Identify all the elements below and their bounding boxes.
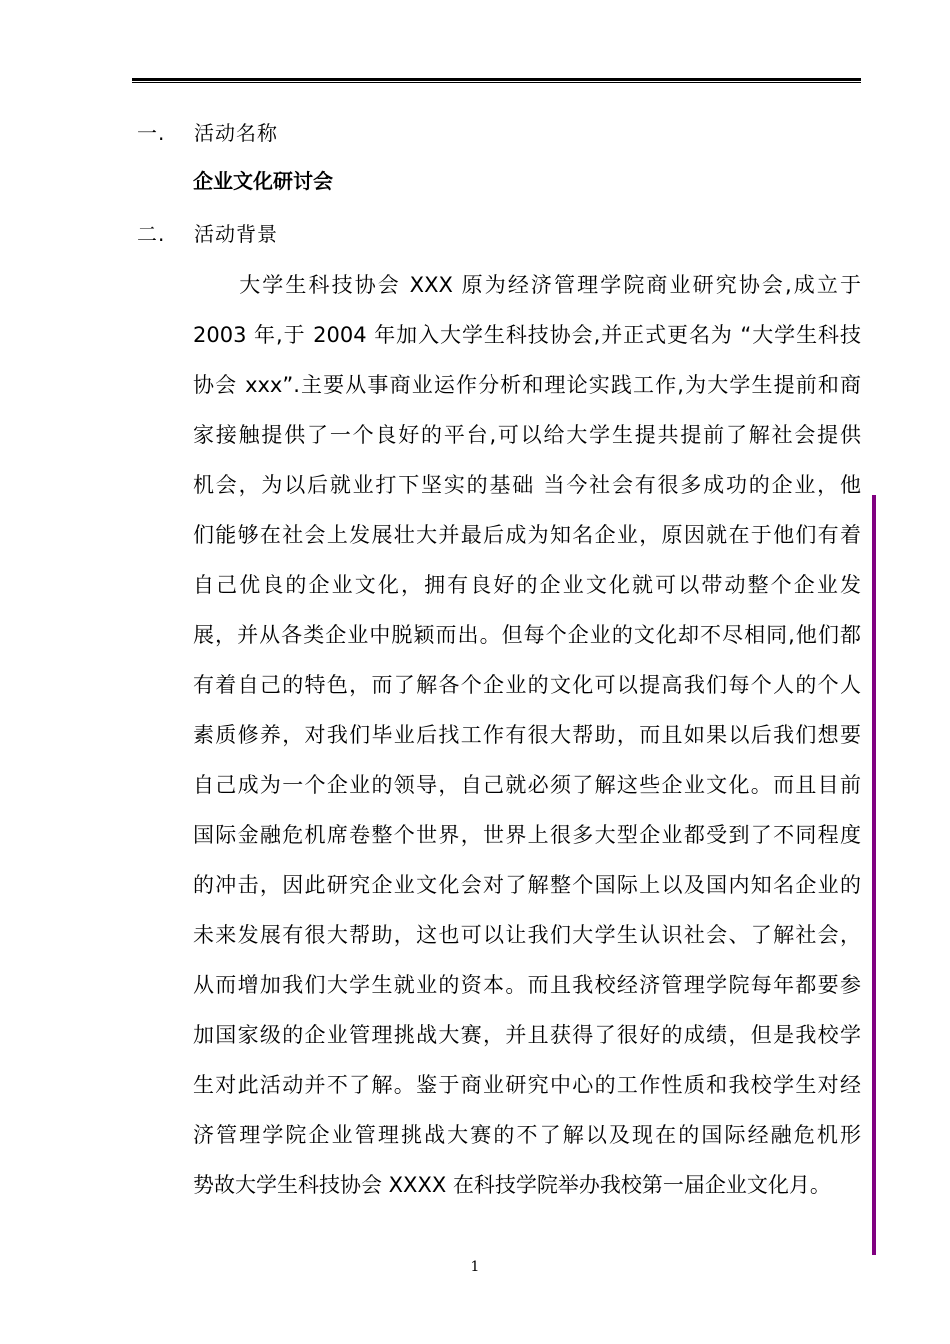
paragraph-line: 们能够在社会上发展壮大并最后成为知名企业，原因就在于他们有着	[193, 523, 861, 547]
paragraph-line: 自己成为一个企业的领导，自己就必须了解这些企业文化。而且目前	[193, 773, 861, 797]
background-paragraph	[193, 260, 861, 1210]
paragraph-line: 未来发展有很大帮助，这也可以让我们大学生认识社会、了解社会，	[193, 923, 861, 947]
margin-side-bar	[872, 495, 876, 1255]
paragraph-line: 展，并从各类企业中脱颖而出。但每个企业的文化却不尽相同,他们都	[193, 623, 861, 647]
paragraph-line: 从而增加我们大学生就业的资本。而且我校经济管理学院每年都要参	[193, 973, 861, 997]
activity-name: 企业文化研讨会	[193, 169, 333, 193]
paragraph-line: 协会 xxx”.主要从事商业运作分析和理论实践工作,为大学生提前和商	[193, 373, 861, 397]
paragraph-line: 国际金融危机席卷整个世界，世界上很多大型企业都受到了不同程度	[193, 823, 861, 847]
section-title-2: 活动背景	[194, 222, 278, 246]
section-number-2: 二.	[137, 222, 166, 246]
paragraph-line: 机会，为以后就业打下坚实的基础 当今社会有很多成功的企业，他	[193, 473, 861, 497]
paragraph-line: 家接触提供了一个良好的平台,可以给大学生提共提前了解社会提供	[193, 423, 861, 447]
paragraph-line: 自己优良的企业文化，拥有良好的企业文化就可以带动整个企业发	[193, 573, 861, 597]
paragraph-line: 势故大学生科技协会 XXXX 在科技学院举办我校第一届企业文化月。	[193, 1173, 831, 1197]
paragraph-line: 生对此活动并不了解。鉴于商业研究中心的工作性质和我校学生对经	[193, 1073, 861, 1097]
paragraph-line: 有着自己的特色，而了解各个企业的文化可以提高我们每个人的个人	[193, 673, 861, 697]
paragraph-line: 大学生科技协会 XXX 原为经济管理学院商业研究协会,成立于	[193, 273, 861, 297]
paragraph-line: 加国家级的企业管理挑战大赛，并且获得了很好的成绩，但是我校学	[193, 1023, 861, 1047]
section-heading-2	[137, 219, 278, 249]
paragraph-line: 素质修养，对我们毕业后找工作有很大帮助，而且如果以后我们想要	[193, 723, 861, 747]
paragraph-line: 济管理学院企业管理挑战大赛的不了解以及现在的国际经融危机形	[193, 1123, 861, 1147]
section-number-1: 一.	[137, 121, 166, 145]
page-number: 1	[470, 1259, 480, 1275]
section-title-1: 活动名称	[194, 121, 278, 145]
section-heading-1	[137, 118, 278, 148]
header-rule	[132, 78, 861, 83]
paragraph-line: 的冲击，因此研究企业文化会对了解整个国际上以及国内知名企业的	[193, 873, 861, 897]
paragraph-line: 2003 年,于 2004 年加入大学生科技协会,并正式更名为 “大学生科技	[193, 323, 861, 347]
